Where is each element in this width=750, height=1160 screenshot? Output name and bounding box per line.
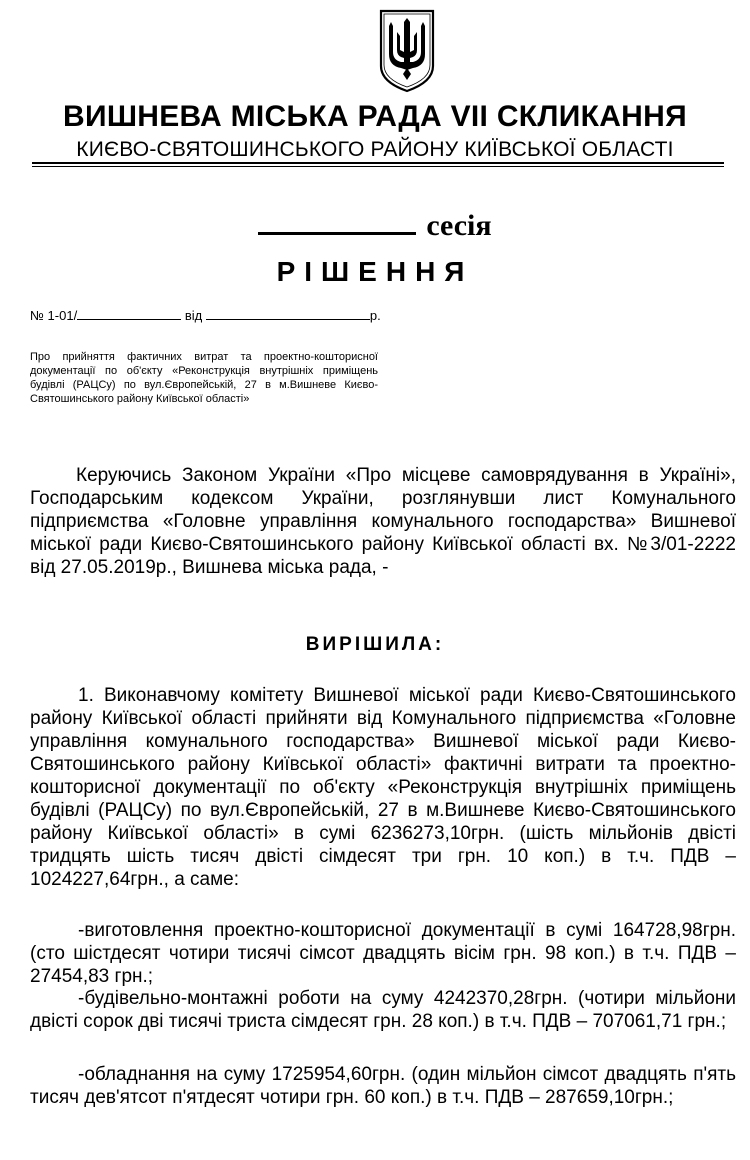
header-divider-thin: [32, 166, 724, 167]
expense-design-docs: -виготовлення проектно-кошторисної документації в сумі 164728,98грн. (сто шістдесят чотири тисячі сімсот двадцять вісім грн. 98 коп.) в т.ч. ПДВ – 27454,83 грн.;: [30, 920, 736, 987]
preamble-paragraph: Керуючись Законом України «Про місцеве самоврядування в Україні», Господарським кодексом України, розглянувши лист Комунального підприємства «Головне управління комунального господарства» Вишневої міської ради Києво-Святошинського району Київської області вх. №3/01-2222 від 27.05.2019р., Вишнева міська рада, -: [30, 465, 736, 578]
council-subtitle: КИЄВО-СВЯТОШИНСЬКОГО РАЙОНУ КИЇВСЬКОЇ ОБЛАСТІ: [76, 138, 674, 161]
decision-title: РІШЕННЯ: [276, 256, 474, 287]
resolved-heading: ВИРІШИЛА:: [305, 634, 445, 655]
date-suffix: р.: [369, 308, 381, 323]
session-line: [0, 206, 750, 243]
expense-construction-works: -будівельно-монтажні роботи на суму 4242370,28грн. (чотири мільйони двісті сорок дві тисячі триста сімдесят грн. 28 коп.) в т.ч. ПДВ – 707061,71 грн.;: [30, 988, 736, 1032]
session-number-blank: [258, 206, 416, 235]
expense-equipment: -обладнання на суму 1725954,60грн. (один мільйон сімсот двадцять п'ять тисяч дев'ятсот п'ятдесят чотири грн. 60 коп.) в т.ч. ПДВ – 287659,10грн.;: [30, 1064, 736, 1108]
date-prefix: від: [184, 308, 203, 323]
trident-emblem-icon: [377, 8, 437, 94]
decision-subject: Про прийняття фактичних витрат та проектно-кошторисної документації по об'єкту «Реконструкція внутрішніх приміщень будівлі (РАЦСу) по вул.Європейській, 27 в м.Вишневе Києво-Святошинського району Київської області»: [30, 351, 378, 405]
number-blank: [77, 307, 181, 320]
decision-number-line: [30, 307, 381, 323]
number-prefix: № 1-01/: [30, 308, 78, 323]
council-title: ВИШНЕВА МІСЬКА РАДА VII СКЛИКАННЯ: [63, 100, 687, 133]
session-label: сесія: [426, 209, 492, 242]
resolution-item-1: 1. Виконавчому комітету Вишневої міської ради Києво-Святошинського району Київської області прийняти від Комунального підприємства «Головне управління комунального господарства» Вишневої міської ради Києво-Святошинського району Київської області» фактичні витрати та проектно-кошторисної документації по об'єкту «Реконструкція внутрішніх приміщень будівлі (РАЦСу) по вул.Європейській, 27 в м.Вишневе Києво-Святошинського району Київської області» в сумі 6236273,10грн. (шість мільйонів двісті тридцять шість тисяч двісті сімдесят три грн. 10 коп.) в т.ч. ПДВ – 1024227,64грн., а саме:: [30, 685, 736, 890]
date-blank: [206, 307, 370, 320]
header-divider: [32, 162, 724, 164]
